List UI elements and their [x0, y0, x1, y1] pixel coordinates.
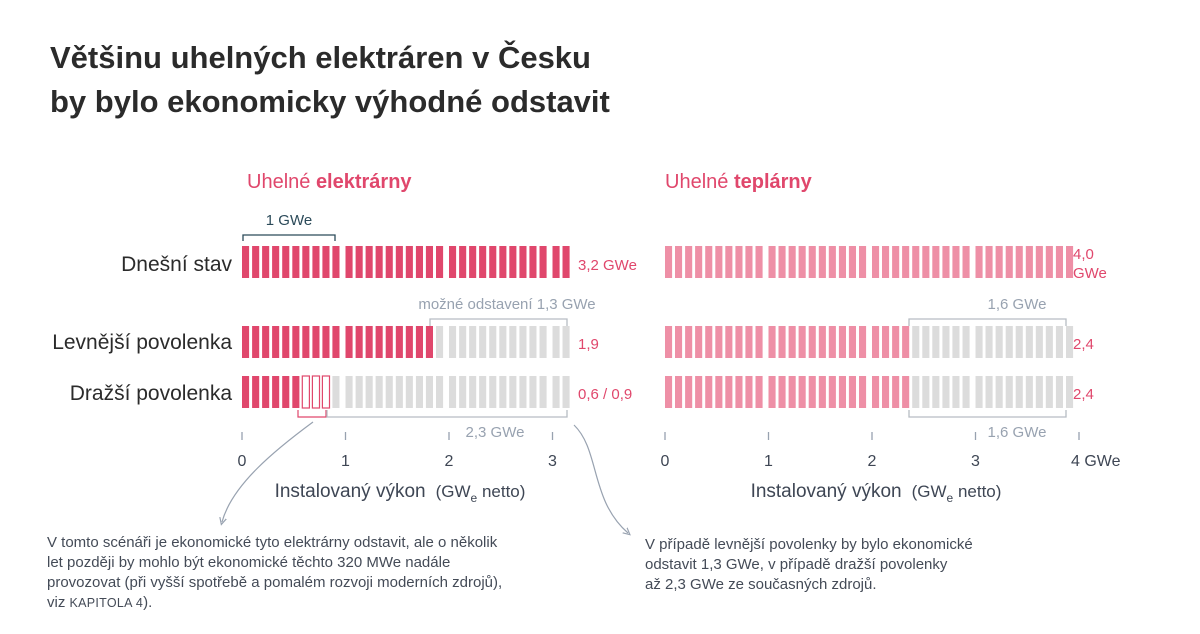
bar-unit-operating-p1-r2-1 [675, 376, 682, 408]
bar-unit-closed-p0-r1-20 [449, 326, 456, 358]
bar-unit-operating-p1-r0-20 [872, 246, 879, 278]
value-label-right-today-unit: GWe [1073, 265, 1107, 282]
right-panel-title [665, 171, 813, 193]
bar-unit-operating-p1-r2-3 [695, 376, 702, 408]
right-axis [661, 432, 1121, 470]
bar-unit-operating-p1-r0-27 [942, 246, 949, 278]
bar-unit-operating-p1-r1-23 [902, 326, 909, 358]
bar-unit-operating-p0-r0-24 [489, 246, 496, 278]
bar-unit-closed-p0-r2-23 [479, 376, 486, 408]
bar-unit-operating-p1-r0-36 [1036, 246, 1043, 278]
unit-bracket-label: 1 GWe [265, 212, 313, 229]
bar-unit-operating-p0-r0-18 [426, 246, 433, 278]
bar-unit-operating-p1-r0-8 [745, 246, 752, 278]
bar-unit-operating-p1-r0-32 [996, 246, 1003, 278]
bar-unit-closed-p0-r1-21 [459, 326, 466, 358]
value-label-right-cheaper: 2,4 [1073, 336, 1094, 353]
bar-unit-operating-p0-r1-6 [302, 326, 309, 358]
left-panel-title [247, 171, 412, 193]
bar-unit-closed-p1-r1-33 [1006, 326, 1013, 358]
note-right [645, 535, 1065, 595]
bar-unit-operating-p0-r0-13 [376, 246, 383, 278]
x-tick-label-p0-3: 3 [548, 453, 557, 470]
bar-unit-operating-p0-r0-3 [272, 246, 279, 278]
bar-unit-operating-p1-r2-23 [902, 376, 909, 408]
bar-unit-operating-p0-r0-5 [292, 246, 299, 278]
bar-unit-closed-p1-r1-25 [922, 326, 929, 358]
bar-unit-operating-p0-r0-30 [553, 246, 560, 278]
bar-unit-operating-p1-r0-19 [859, 246, 866, 278]
left-axis-title-sub: e [470, 491, 478, 505]
bar-unit-operating-p1-r0-21 [882, 246, 889, 278]
bar-unit-operating-p0-r0-12 [366, 246, 373, 278]
bar-unit-operating-p0-r0-16 [406, 246, 413, 278]
x-tick-label-p0-1: 1 [341, 453, 350, 470]
bar-unit-closed-p0-r1-22 [469, 326, 476, 358]
bar-unit-operating-p0-r2-1 [252, 376, 259, 408]
bar-unit-operating-p1-r1-16 [829, 326, 836, 358]
top-bracket-left [430, 319, 567, 326]
bar-unit-operating-p1-r0-11 [779, 246, 786, 278]
bar-unit-operating-p1-r1-13 [799, 326, 806, 358]
bar-unit-operating-p1-r2-13 [799, 376, 806, 408]
bar-unit-closed-p0-r2-29 [540, 376, 547, 408]
bar-unit-closed-p0-r2-25 [499, 376, 506, 408]
right-axis-title-sub: e [946, 491, 954, 505]
bar-unit-closed-p1-r2-36 [1036, 376, 1043, 408]
bottom-bracket-right [909, 410, 1066, 417]
bar-unit-operating-p1-r0-6 [725, 246, 732, 278]
bar-unit-operating-p0-r0-0 [242, 246, 249, 278]
right-title-bold: teplárny [733, 171, 812, 193]
row-label-today: Dnešní stav [121, 253, 232, 276]
bar-unit-closed-p1-r2-35 [1026, 376, 1033, 408]
bar-unit-closed-p0-r2-13 [376, 376, 383, 408]
bar-unit-closed-p1-r1-37 [1046, 326, 1053, 358]
right-bars [665, 246, 1073, 408]
row-label-pricier: Dražší povolenka [69, 382, 232, 405]
right-axis-title-unit: (GW [911, 482, 947, 501]
bar-unit-operating-p1-r1-1 [675, 326, 682, 358]
x-tick-label-p1-4: 4 GWe [1071, 453, 1121, 470]
top-bracket-label-right: 1,6 GWe [987, 296, 1047, 313]
bottom-bracket-left [327, 410, 567, 417]
bar-unit-operating-p1-r1-4 [705, 326, 712, 358]
bar-unit-operating-p1-r2-8 [745, 376, 752, 408]
bar-unit-closed-p0-r2-30 [553, 376, 560, 408]
bar-unit-closed-p1-r2-32 [996, 376, 1003, 408]
unit-bracket [243, 235, 335, 241]
bar-unit-operating-p1-r2-15 [819, 376, 826, 408]
x-tick-label-p0-2: 2 [444, 453, 454, 470]
bar-unit-operating-p1-r2-6 [725, 376, 732, 408]
bar-unit-operating-p1-r0-28 [952, 246, 959, 278]
bar-unit-operating-p1-r0-29 [963, 246, 970, 278]
bar-unit-closed-p1-r2-37 [1046, 376, 1053, 408]
bar-unit-closed-p1-r2-26 [932, 376, 939, 408]
bar-unit-operating-p0-r0-17 [416, 246, 423, 278]
bar-unit-closed-p0-r2-10 [346, 376, 353, 408]
note-left-line-4-start: viz [47, 594, 70, 611]
left-title-normal: Uhelné [247, 171, 316, 193]
bar-unit-operating-p0-r0-1 [252, 246, 259, 278]
bar-unit-operating-p0-r1-2 [262, 326, 269, 358]
left-title-bold: elektrárny [315, 171, 412, 193]
bar-unit-closed-p1-r2-24 [912, 376, 919, 408]
bar-unit-operating-p1-r1-15 [819, 326, 826, 358]
bar-unit-operating-p0-r2-5 [292, 376, 299, 408]
bar-unit-operating-p0-r1-17 [416, 326, 423, 358]
bar-unit-operating-p0-r0-19 [436, 246, 443, 278]
right-panel [661, 171, 1121, 505]
bar-unit-operating-p1-r2-18 [849, 376, 856, 408]
bar-unit-operating-p1-r1-6 [725, 326, 732, 358]
bar-unit-closed-p0-r1-30 [553, 326, 560, 358]
bar-unit-operating-p0-r1-10 [346, 326, 353, 358]
bar-unit-closed-p0-r1-25 [499, 326, 506, 358]
bar-unit-operating-p1-r2-2 [685, 376, 692, 408]
left-axis-title-unit: (GW [435, 482, 471, 501]
bar-unit-operating-p1-r0-14 [809, 246, 816, 278]
bar-unit-closed-p0-r2-22 [469, 376, 476, 408]
bar-unit-operating-p1-r0-7 [735, 246, 742, 278]
bar-unit-operating-p1-r2-7 [735, 376, 742, 408]
bar-unit-closed-p1-r1-36 [1036, 326, 1043, 358]
callout-arrow-right [574, 425, 628, 533]
bar-unit-operating-p0-r0-15 [396, 246, 403, 278]
bar-unit-operating-p1-r0-31 [986, 246, 993, 278]
bar-unit-operating-p1-r0-17 [839, 246, 846, 278]
right-title-normal: Uhelné [665, 171, 734, 193]
bar-unit-closed-p1-r2-25 [922, 376, 929, 408]
bar-unit-operating-p1-r0-15 [819, 246, 826, 278]
right-axis-title-main: Instalovaný výkon [750, 481, 902, 502]
left-bars [242, 246, 570, 408]
bar-unit-operating-p1-r2-4 [705, 376, 712, 408]
bar-unit-operating-p1-r1-8 [745, 326, 752, 358]
bar-unit-operating-p1-r2-16 [829, 376, 836, 408]
bar-unit-closed-p1-r2-34 [1016, 376, 1023, 408]
bar-unit-operating-p0-r2-2 [262, 376, 269, 408]
bar-unit-closed-p0-r1-24 [489, 326, 496, 358]
bar-unit-operating-p1-r2-17 [839, 376, 846, 408]
bar-unit-closed-p1-r1-30 [976, 326, 983, 358]
bar-unit-operating-p1-r0-18 [849, 246, 856, 278]
value-label-right-today: 4,0 [1073, 246, 1094, 263]
bar-unit-operating-p1-r2-19 [859, 376, 866, 408]
bar-unit-operating-p0-r2-0 [242, 376, 249, 408]
bar-unit-operating-p0-r1-8 [322, 326, 329, 358]
bar-unit-operating-p1-r1-12 [789, 326, 796, 358]
bar-unit-closed-p0-r1-29 [540, 326, 547, 358]
bar-unit-closed-p1-r1-35 [1026, 326, 1033, 358]
bar-unit-operating-p0-r2-3 [272, 376, 279, 408]
bar-unit-operating-p1-r2-20 [872, 376, 879, 408]
bar-unit-closed-p1-r1-28 [952, 326, 959, 358]
bar-unit-closed-p1-r2-30 [976, 376, 983, 408]
bar-unit-operating-p1-r0-0 [665, 246, 672, 278]
bar-unit-operating-p0-r0-11 [356, 246, 363, 278]
bar-unit-operating-p0-r0-28 [529, 246, 536, 278]
bar-unit-closed-p1-r1-31 [986, 326, 993, 358]
bar-unit-operating-p1-r0-37 [1046, 246, 1053, 278]
bar-unit-closed-p0-r2-28 [529, 376, 536, 408]
bar-unit-operating-p1-r1-9 [756, 326, 763, 358]
bar-unit-operating-p1-r1-10 [769, 326, 776, 358]
bar-unit-operating-p0-r1-16 [406, 326, 413, 358]
bar-unit-operating-p1-r2-14 [809, 376, 816, 408]
value-label-left-cheaper: 1,9 [578, 336, 599, 353]
bar-unit-operating-p0-r0-9 [332, 246, 339, 278]
bar-unit-operating-p1-r1-11 [779, 326, 786, 358]
chapter-reference: KAPITOLA 4 [69, 596, 144, 610]
bar-unit-closed-p0-r1-31 [563, 326, 570, 358]
title-line-2: by bylo ekonomicky výhodné odstavit [50, 84, 610, 119]
note-left-line-3: provozovat (při vyšší spotřebě a pomalém rozvoji moderních zdrojů), [47, 574, 503, 591]
bar-unit-operating-p1-r2-0 [665, 376, 672, 408]
bar-unit-operating-p0-r1-12 [366, 326, 373, 358]
x-tick-label-p1-0: 0 [660, 453, 670, 470]
bar-unit-closed-p1-r2-29 [963, 376, 970, 408]
bar-unit-operating-p0-r1-5 [292, 326, 299, 358]
bar-unit-operating-p0-r0-29 [540, 246, 547, 278]
top-bracket-right [909, 319, 1066, 326]
note-left-line-1: V tomto scénáři je ekonomické tyto elektrárny odstavit, ale o několik [47, 534, 498, 551]
bar-unit-closed-p0-r1-19 [436, 326, 443, 358]
bar-unit-operating-p0-r0-23 [479, 246, 486, 278]
note-left-line-4-end: ). [143, 594, 153, 611]
bar-unit-operating-p1-r0-10 [769, 246, 776, 278]
hatched-bracket [298, 410, 326, 417]
bar-unit-closed-p0-r1-23 [479, 326, 486, 358]
bar-unit-operating-p1-r0-4 [705, 246, 712, 278]
bar-unit-operating-p1-r0-2 [685, 246, 692, 278]
left-axis-title-main: Instalovaný výkon [274, 481, 426, 502]
bar-unit-operating-p1-r1-17 [839, 326, 846, 358]
bar-unit-operating-p1-r0-26 [932, 246, 939, 278]
bar-unit-operating-p0-r0-20 [449, 246, 456, 278]
bar-unit-closed-p1-r1-38 [1056, 326, 1063, 358]
bar-unit-operating-p0-r0-4 [282, 246, 289, 278]
bar-unit-operating-p1-r1-5 [715, 326, 722, 358]
bar-unit-operating-p1-r0-24 [912, 246, 919, 278]
bar-unit-operating-p1-r2-21 [882, 376, 889, 408]
bar-unit-operating-p1-r0-13 [799, 246, 806, 278]
right-axis-title [751, 481, 1002, 505]
bar-unit-closed-p1-r1-24 [912, 326, 919, 358]
x-tick-label-p1-1: 1 [764, 453, 773, 470]
bar-unit-closed-p0-r2-14 [386, 376, 393, 408]
bar-unit-operating-p0-r1-13 [376, 326, 383, 358]
bar-unit-operating-p1-r2-22 [892, 376, 899, 408]
bar-unit-hatched-p0-r2-7 [312, 376, 319, 408]
bar-unit-operating-p0-r0-6 [302, 246, 309, 278]
bar-unit-operating-p0-r1-15 [396, 326, 403, 358]
bar-unit-operating-p0-r0-31 [563, 246, 570, 278]
bar-unit-operating-p1-r1-3 [695, 326, 702, 358]
bar-unit-operating-p0-r1-1 [252, 326, 259, 358]
bar-unit-operating-p0-r1-18 [426, 326, 433, 358]
left-axis-title [275, 481, 526, 505]
bar-unit-operating-p0-r0-7 [312, 246, 319, 278]
callout-arrow-left [222, 422, 313, 522]
bar-unit-closed-p1-r2-31 [986, 376, 993, 408]
note-right-line-3: až 2,3 GWe ze současných zdrojů. [645, 576, 877, 593]
bar-unit-closed-p0-r1-27 [519, 326, 526, 358]
bar-unit-operating-p0-r1-14 [386, 326, 393, 358]
bar-unit-operating-p1-r2-5 [715, 376, 722, 408]
bar-unit-closed-p0-r2-11 [356, 376, 363, 408]
bar-unit-operating-p1-r2-12 [789, 376, 796, 408]
bar-unit-operating-p0-r0-22 [469, 246, 476, 278]
bar-unit-closed-p0-r1-26 [509, 326, 516, 358]
value-label-right-pricier: 2,4 [1073, 386, 1094, 403]
left-panel [238, 171, 637, 505]
value-label-left-today: 3,2 GWe [578, 257, 637, 274]
bar-unit-operating-p0-r0-8 [322, 246, 329, 278]
bar-unit-operating-p1-r2-11 [779, 376, 786, 408]
row-label-cheaper: Levnější povolenka [52, 331, 232, 354]
bar-unit-operating-p0-r0-27 [519, 246, 526, 278]
x-tick-label-p0-0: 0 [237, 453, 247, 470]
bar-unit-closed-p0-r2-17 [416, 376, 423, 408]
bar-unit-operating-p0-r1-0 [242, 326, 249, 358]
bar-unit-closed-p0-r2-26 [509, 376, 516, 408]
bar-unit-closed-p1-r2-38 [1056, 376, 1063, 408]
bar-unit-operating-p1-r0-30 [976, 246, 983, 278]
bar-unit-operating-p1-r0-5 [715, 246, 722, 278]
note-right-line-1: V případě levnější povolenky by bylo ekonomické [645, 536, 973, 553]
bar-unit-operating-p1-r0-25 [922, 246, 929, 278]
bar-unit-operating-p0-r1-9 [332, 326, 339, 358]
bar-unit-operating-p1-r1-14 [809, 326, 816, 358]
bottom-bracket-label-right: 1,6 GWe [987, 424, 1047, 441]
bar-unit-operating-p1-r0-9 [756, 246, 763, 278]
bar-unit-closed-p1-r1-29 [963, 326, 970, 358]
bar-unit-operating-p0-r1-3 [272, 326, 279, 358]
bar-unit-closed-p0-r2-19 [436, 376, 443, 408]
top-bracket-label-left: možné odstavení 1,3 GWe [418, 296, 596, 313]
note-right-line-2: odstavit 1,3 GWe, v případě dražší povolenky [645, 556, 948, 573]
bar-unit-operating-p1-r0-12 [789, 246, 796, 278]
bar-unit-operating-p0-r0-14 [386, 246, 393, 278]
bar-unit-closed-p1-r2-27 [942, 376, 949, 408]
bar-unit-hatched-p0-r2-8 [322, 376, 329, 408]
bar-unit-closed-p0-r2-31 [563, 376, 570, 408]
bar-unit-operating-p1-r0-35 [1026, 246, 1033, 278]
bar-unit-operating-p1-r0-23 [902, 246, 909, 278]
bar-unit-operating-p1-r0-33 [1006, 246, 1013, 278]
bar-unit-operating-p1-r1-22 [892, 326, 899, 358]
bar-unit-closed-p0-r2-16 [406, 376, 413, 408]
bar-unit-closed-p1-r2-33 [1006, 376, 1013, 408]
bar-unit-operating-p1-r2-10 [769, 376, 776, 408]
bar-unit-operating-p1-r1-18 [849, 326, 856, 358]
bar-unit-closed-p1-r1-34 [1016, 326, 1023, 358]
bar-unit-operating-p1-r2-9 [756, 376, 763, 408]
x-tick-label-p1-2: 2 [867, 453, 877, 470]
bar-unit-operating-p1-r1-7 [735, 326, 742, 358]
bar-unit-closed-p0-r2-24 [489, 376, 496, 408]
x-tick-label-p1-3: 3 [971, 453, 980, 470]
bar-unit-closed-p0-r2-18 [426, 376, 433, 408]
title-line-1: Většinu uhelných elektráren v Česku [50, 40, 591, 75]
bar-unit-operating-p1-r0-3 [695, 246, 702, 278]
bar-unit-operating-p1-r0-38 [1056, 246, 1063, 278]
bar-unit-operating-p1-r0-1 [675, 246, 682, 278]
bar-unit-closed-p0-r1-28 [529, 326, 536, 358]
bar-unit-operating-p1-r1-2 [685, 326, 692, 358]
note-left [47, 533, 587, 613]
bar-unit-operating-p0-r0-2 [262, 246, 269, 278]
bar-unit-operating-p0-r1-7 [312, 326, 319, 358]
bar-unit-closed-p0-r2-12 [366, 376, 373, 408]
bar-unit-closed-p1-r1-27 [942, 326, 949, 358]
bar-unit-operating-p1-r1-0 [665, 326, 672, 358]
bar-unit-operating-p0-r1-4 [282, 326, 289, 358]
bar-unit-operating-p0-r0-10 [346, 246, 353, 278]
bar-unit-operating-p0-r0-25 [499, 246, 506, 278]
bar-unit-operating-p1-r1-21 [882, 326, 889, 358]
bar-unit-operating-p1-r0-22 [892, 246, 899, 278]
bar-unit-closed-p1-r1-32 [996, 326, 1003, 358]
right-axis-title-rest: netto) [953, 482, 1002, 501]
bottom-bracket-label-left: 2,3 GWe [465, 424, 525, 441]
bar-unit-operating-p0-r1-11 [356, 326, 363, 358]
bar-unit-closed-p0-r2-27 [519, 376, 526, 408]
bar-unit-closed-p0-r2-15 [396, 376, 403, 408]
bar-unit-operating-p1-r1-20 [872, 326, 879, 358]
bar-unit-operating-p0-r2-4 [282, 376, 289, 408]
bar-unit-operating-p1-r1-19 [859, 326, 866, 358]
bar-unit-hatched-p0-r2-6 [302, 376, 309, 408]
bar-unit-operating-p1-r0-16 [829, 246, 836, 278]
bar-unit-closed-p1-r1-26 [932, 326, 939, 358]
bar-unit-operating-p0-r0-21 [459, 246, 466, 278]
value-label-left-pricier: 0,6 / 0,9 [578, 386, 633, 403]
bar-unit-closed-p0-r2-21 [459, 376, 466, 408]
left-axis-title-rest: netto) [477, 482, 526, 501]
bar-unit-closed-p1-r2-28 [952, 376, 959, 408]
bar-unit-operating-p1-r0-34 [1016, 246, 1023, 278]
bar-unit-closed-p0-r2-20 [449, 376, 456, 408]
bar-unit-operating-p0-r0-26 [509, 246, 516, 278]
note-left-line-2: let později by mohlo být ekonomické těchto 320 MWe nadále [47, 554, 451, 571]
bar-unit-closed-p0-r2-9 [332, 376, 339, 408]
